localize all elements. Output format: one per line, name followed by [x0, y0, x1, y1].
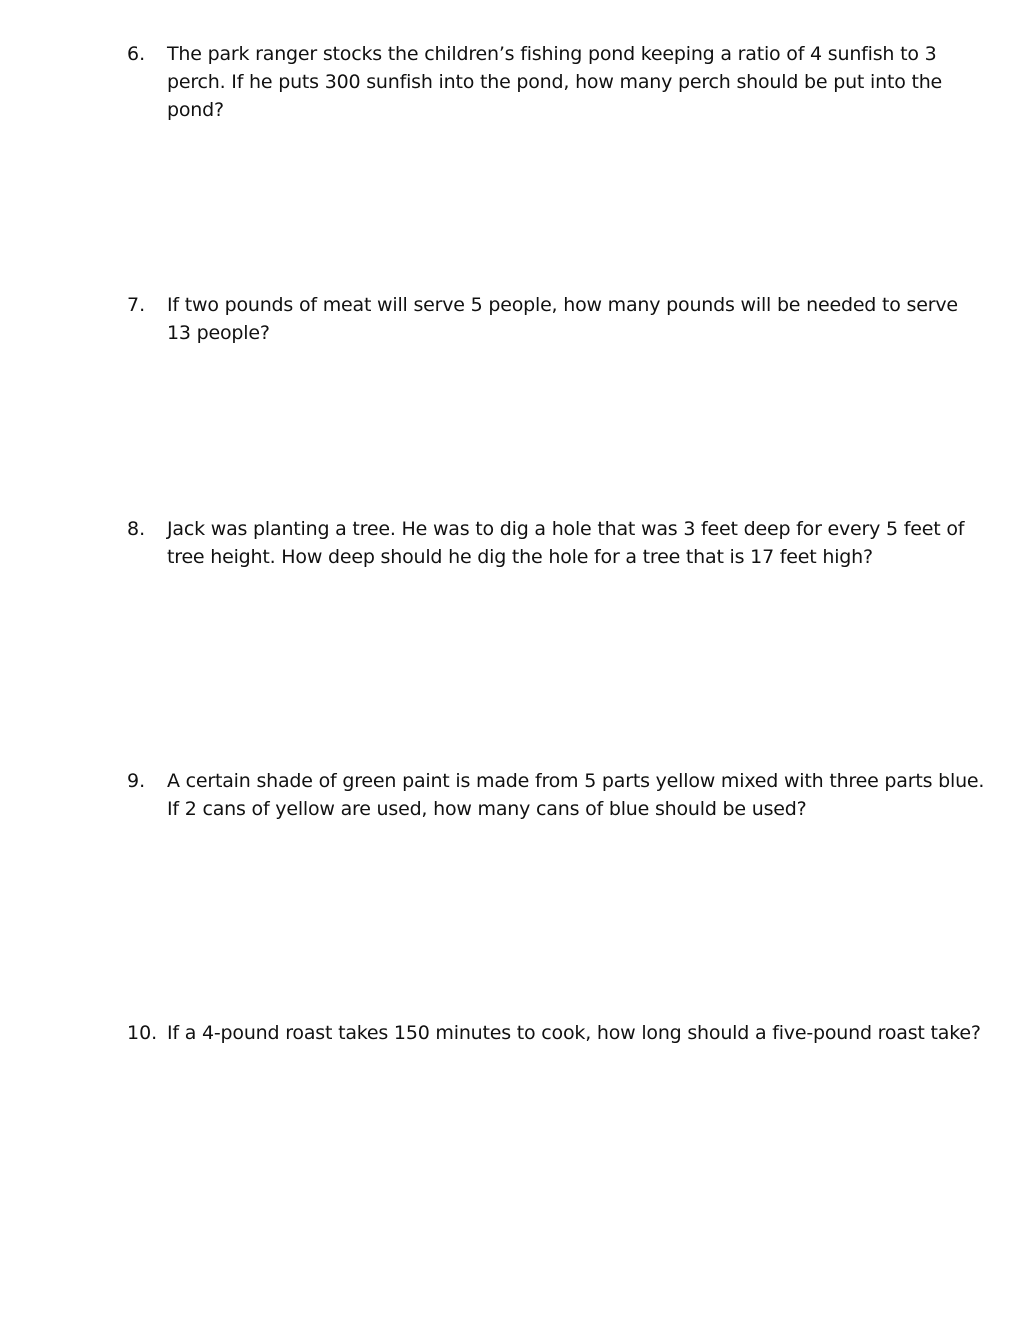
question-number: 10.	[127, 1022, 158, 1044]
question-number: 8.	[127, 518, 146, 540]
question-number: 7.	[127, 294, 146, 316]
question-text: If a 4-pound roast takes 150 minutes to cook, how long should a five-pound roast take?	[167, 1022, 981, 1044]
question-6	[127, 40, 987, 124]
question-number: 9.	[127, 770, 146, 792]
question-9	[127, 767, 987, 823]
question-text: A certain shade of green paint is made from 5 parts yellow mixed with three parts blue. If 2 cans of yellow are used, how many cans of blue should be used?	[167, 770, 985, 820]
question-8	[127, 515, 987, 571]
question-text: Jack was planting a tree. He was to dig a hole that was 3 feet deep for every 5 feet of tree height. How deep should he dig the hole for a tree that is 17 feet high?	[167, 518, 965, 568]
question-7	[127, 291, 987, 347]
question-text: If two pounds of meat will serve 5 people, how many pounds will be needed to serve 13 people?	[167, 294, 958, 344]
question-number: 6.	[127, 43, 146, 65]
question-text: The park ranger stocks the children’s fishing pond keeping a ratio of 4 sunfish to 3 perch. If he puts 300 sunfish into the pond, how many perch should be put into the pond?	[167, 43, 943, 121]
question-10	[127, 1019, 987, 1047]
